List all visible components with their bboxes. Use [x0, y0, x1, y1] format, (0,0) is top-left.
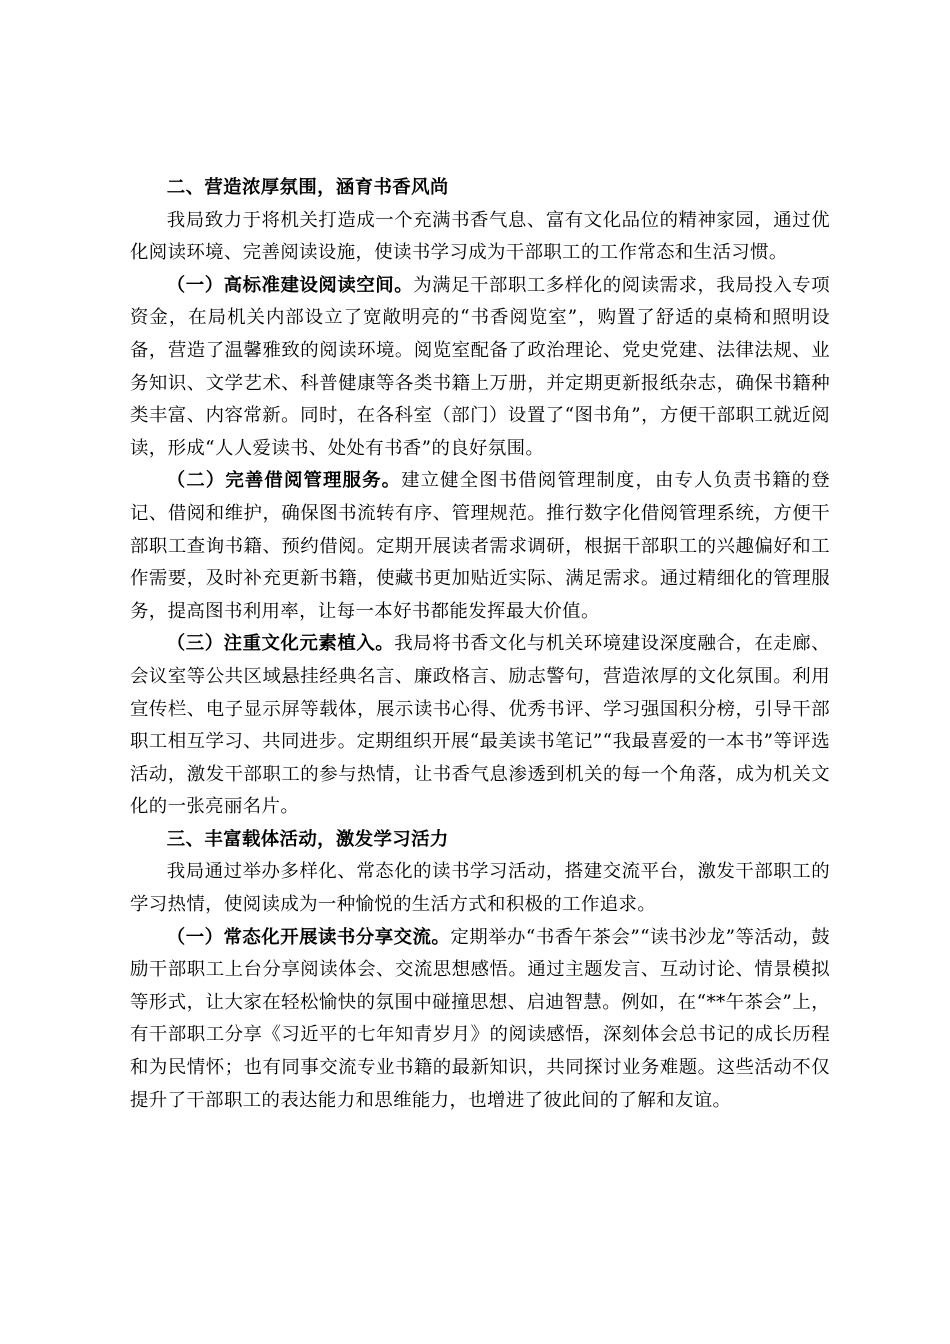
paragraph-body: 为满足干部职工多样化的阅读需求，我局投入专项资金，在局机关内部设立了宽敞明亮的“书香阅览室”，购置了舒适的桌椅和照明设备，营造了温馨雅致的阅读环境。阅览室配备了政治理论、党史党建、法律法规、业务知识、文学艺术、科普健康等各类书籍上万册，并定期更新报纸杂志，确保书籍种类丰富、内容常新。同时，在各科室（部门）设置了“图书角”，方便干部职工就近阅读，形成“人人爱读书、处处有书香”的良好氛围。 [130, 274, 830, 459]
paragraph-lead: （三）注重文化元素植入。 [166, 633, 395, 655]
section-heading-3: 三、丰富载体活动，激发学习活力 [166, 828, 449, 850]
paragraph-lead: （二）完善借阅管理服务。 [166, 470, 402, 492]
document-page [130, 172, 830, 1117]
paragraph-body: 建立健全图书借阅管理制度，由专人负责书籍的登记、借阅和维护，确保图书流转有序、管理规范。推行数字化借阅管理系统，方便干部职工查询书籍、预约借阅。定期开展读者需求调研，根据干部职工的兴趣偏好和工作需要，及时补充更新书籍，使藏书更加贴近实际、满足需求。通过精细化的管理服务，提高图书利用率，让每一本好书都能发挥最大价值。 [130, 470, 830, 622]
paragraph-borrowing-service [130, 465, 830, 628]
paragraph-culture-elements [130, 628, 830, 824]
paragraph-reading-space [130, 270, 830, 466]
section-intro-2: 我局致力于将机关打造成一个充满书香气息、富有文化品位的精神家园，通过优化阅读环境、完善阅读设施，使读书学习成为干部职工的工作常态和生活习惯。 [130, 209, 830, 264]
paragraph-lead: （一）高标准建设阅读空间。 [166, 274, 414, 296]
paragraph-sharing-exchange [130, 922, 830, 1118]
paragraph-body: 定期举办“书香午茶会”“读书沙龙”等活动，鼓励干部职工上台分享阅读体会、交流思想感悟。通过主题发言、互动讨论、情景模拟等形式，让大家在轻松愉快的氛围中碰撞思想、启迪智慧。例如，在“**午茶会”上，有干部职工分享《习近平的七年知青岁月》的阅读感悟，深刻体会总书记的成长历程和为民情怀；也有同事交流专业书籍的最新知识，共同探讨业务难题。这些活动不仅提升了干部职工的表达能力和思维能力，也增进了彼此间的了解和友谊。 [130, 926, 830, 1111]
paragraph-body: 我局将书香文化与机关环境建设深度融合，在走廊、会议室等公共区域悬挂经典名言、廉政格言、励志警句，营造浓厚的文化氛围。利用宣传栏、电子显示屏等载体，展示读书心得、优秀书评、学习强国积分榜，引导干部职工相互学习、共同进步。定期组织开展“最美读书笔记”“我最喜爱的一本书”等评选活动，激发干部职工的参与热情，让书香气息渗透到机关的每一个角落，成为机关文化的一张亮丽名片。 [130, 633, 830, 818]
section-heading-2: 二、营造浓厚氛围，涵育书香风尚 [166, 177, 449, 198]
section-intro-3: 我局通过举办多样化、常态化的读书学习活动，搭建交流平台，激发干部职工的学习热情，使阅读成为一种愉悦的生活方式和积极的工作追求。 [130, 861, 830, 916]
paragraph-lead: （一）常态化开展读书分享交流。 [166, 926, 451, 948]
